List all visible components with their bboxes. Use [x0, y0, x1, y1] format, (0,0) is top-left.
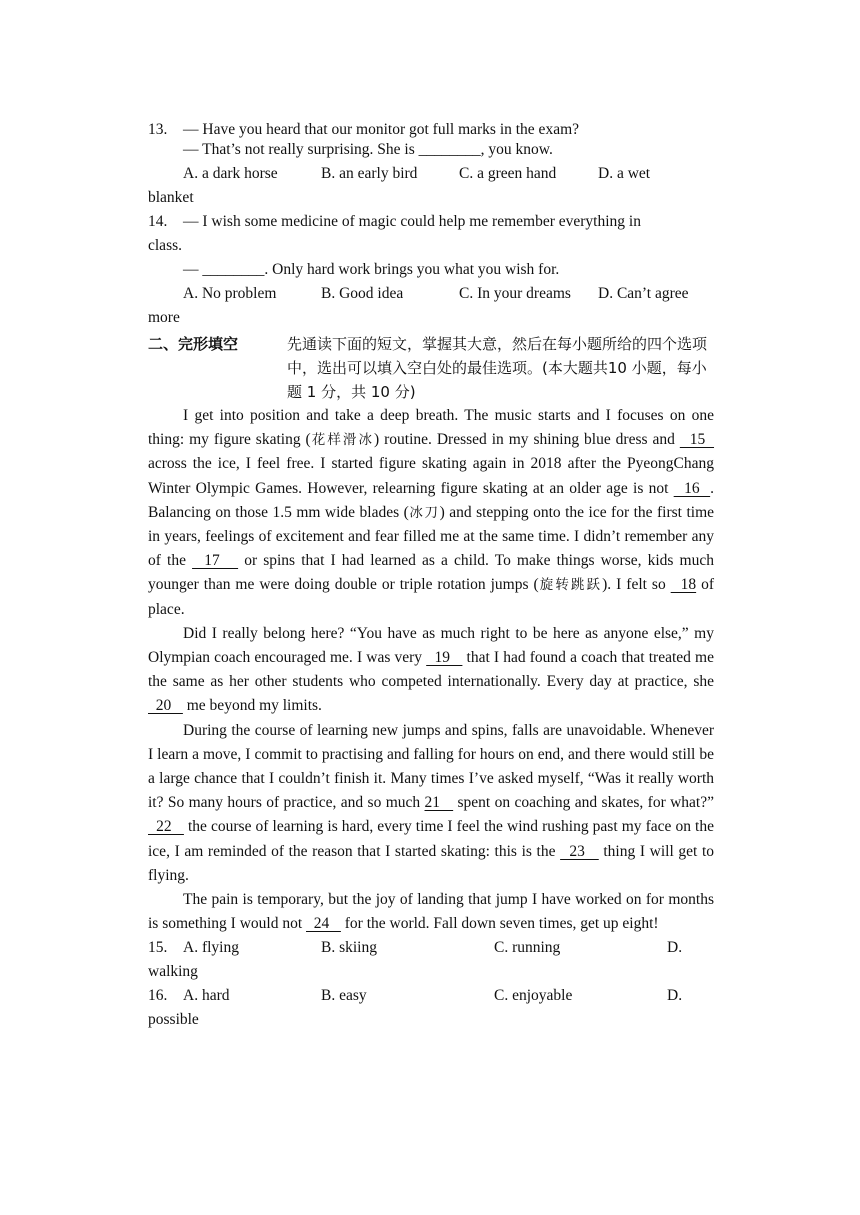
question-14-options	[148, 282, 714, 306]
option-b: B. an early bird	[321, 165, 418, 182]
blank-21: 21	[424, 794, 454, 812]
passage-text: ) and stepping onto the ice for the first time in years, feelings of excitement and fear filled me at the same time. I didn’t remember any of the	[148, 503, 715, 570]
passage-text: me beyond my limits.	[182, 697, 322, 715]
passage-text: for the world. Fall down seven times, get up eight!	[340, 915, 659, 933]
passage-text: of place.	[148, 576, 715, 618]
chinese-gloss: 花样滑冰	[310, 432, 375, 449]
option-c: C. enjoyable	[494, 987, 573, 1005]
question-line: — Have you heard that our monitor got full marks in the exam?	[183, 121, 580, 138]
question-line-wrap: class.	[148, 237, 183, 254]
answer-row-16	[148, 984, 714, 1008]
blank-20: 20	[148, 697, 183, 715]
blank-17: 17	[192, 552, 239, 570]
option-wrap: walking	[148, 963, 198, 981]
option-b: B. Good idea	[321, 285, 404, 302]
passage-paragraph-3	[148, 719, 714, 888]
blank-19: 19	[426, 649, 463, 667]
blank-15: 15	[679, 431, 715, 449]
option-b: B. skiing	[321, 939, 377, 957]
passage-text: that I had found a coach that treated me the same as her other students who competed internationally. Every day at practice, she	[148, 649, 714, 691]
section-title: 二、完形填空	[148, 335, 239, 353]
passage-text: thing I will get to flying.	[148, 842, 715, 884]
option-b: B. easy	[321, 987, 367, 1005]
passage-text: During the course of learning new jumps and spins, falls are unavoidable. Whenever I learn a move, I commit to practising and falling for hours on end, and there would still be a large chance that I couldn’t finish it. Many times I’ve asked myself, “Was it really worth it? So many hours of practice, and so much	[148, 721, 714, 812]
option-c: C. running	[494, 939, 561, 957]
blank-18: 18	[670, 576, 697, 594]
passage-text: spent on coaching and skates, for what?”	[453, 794, 715, 812]
option-c: C. a green hand	[459, 165, 557, 182]
passage-paragraph-4	[148, 888, 714, 936]
question-number: 15.	[148, 939, 168, 957]
option-d: D.	[667, 987, 683, 1005]
option-wrap: more	[148, 309, 180, 326]
passage-paragraph-2	[148, 622, 714, 719]
chinese-gloss: 冰刀	[408, 504, 440, 521]
question-line: — That’s not really surprising. She is ________, you know.	[183, 141, 553, 158]
option-d: D.	[667, 939, 683, 957]
passage-text: across the ice, I feel free. I started figure skating again in 2018 after the PyeongChang Winter Olympic Games. However, relearning figure skating at an older age is not	[148, 455, 714, 497]
passage-text: or spins that I had learned as a child. To make things worse, kids much younger than me were doing double or triple rotation jumps (	[148, 552, 714, 594]
chinese-gloss: 旋转跳跃	[538, 577, 603, 594]
option-a: A. No problem	[183, 285, 277, 302]
passage-text: ) routine. Dressed in my shining blue dress and	[374, 431, 680, 449]
passage-text: The pain is temporary, but the joy of landing that jump I have worked on for months is something I would not	[148, 891, 714, 933]
passage-text: ). I felt so	[602, 576, 671, 594]
option-wrap: possible	[148, 1011, 199, 1029]
option-a: A. hard	[183, 987, 230, 1005]
option-wrap: blanket	[148, 189, 194, 206]
option-d: D. Can’t agree	[598, 285, 689, 302]
blank-22: 22	[148, 818, 184, 836]
blank-23: 23	[560, 842, 599, 860]
option-a: A. a dark horse	[183, 165, 278, 182]
answer-row-15	[148, 936, 714, 960]
passage-text: Did I really belong here? “You have as much right to be here as anyone else,” my Olympian coach encouraged me. I was very	[148, 624, 714, 667]
worksheet-content	[148, 118, 714, 1032]
passage-text: the course of learning is hard, every time I feel the wind rushing past my face on the ice, I am reminded of the reason that I started skating: this is the	[148, 818, 714, 860]
section-instructions: 先通读下面的短文，掌握其大意，然后在每小题所给的四个选项中，选出可以填入空白处的最佳选项。(本大题共10 小题，每小题 1 分，共 10 分)	[287, 335, 708, 401]
question-number: 13.	[148, 121, 168, 138]
question-13-options	[148, 162, 714, 186]
option-d: D. a wet	[598, 165, 651, 182]
section-2-header	[148, 332, 714, 404]
passage-text: . Balancing on those 1.5 mm wide blades (	[148, 479, 715, 521]
question-14	[148, 210, 714, 234]
option-a: A. flying	[183, 939, 239, 957]
question-line: — I wish some medicine of magic could help me remember everything in	[183, 213, 641, 230]
passage-paragraph-1	[148, 404, 714, 622]
question-line: — ________. Only hard work brings you what you wish for.	[183, 261, 560, 278]
question-number: 14.	[148, 213, 168, 230]
blank-16: 16	[673, 479, 711, 497]
question-number: 16.	[148, 987, 168, 1005]
blank-24: 24	[306, 915, 341, 933]
passage-text: I get into position and take a deep breath. The music starts and I focuses on one thing: my figure skating (	[148, 407, 714, 449]
option-c: C. In your dreams	[459, 285, 571, 302]
